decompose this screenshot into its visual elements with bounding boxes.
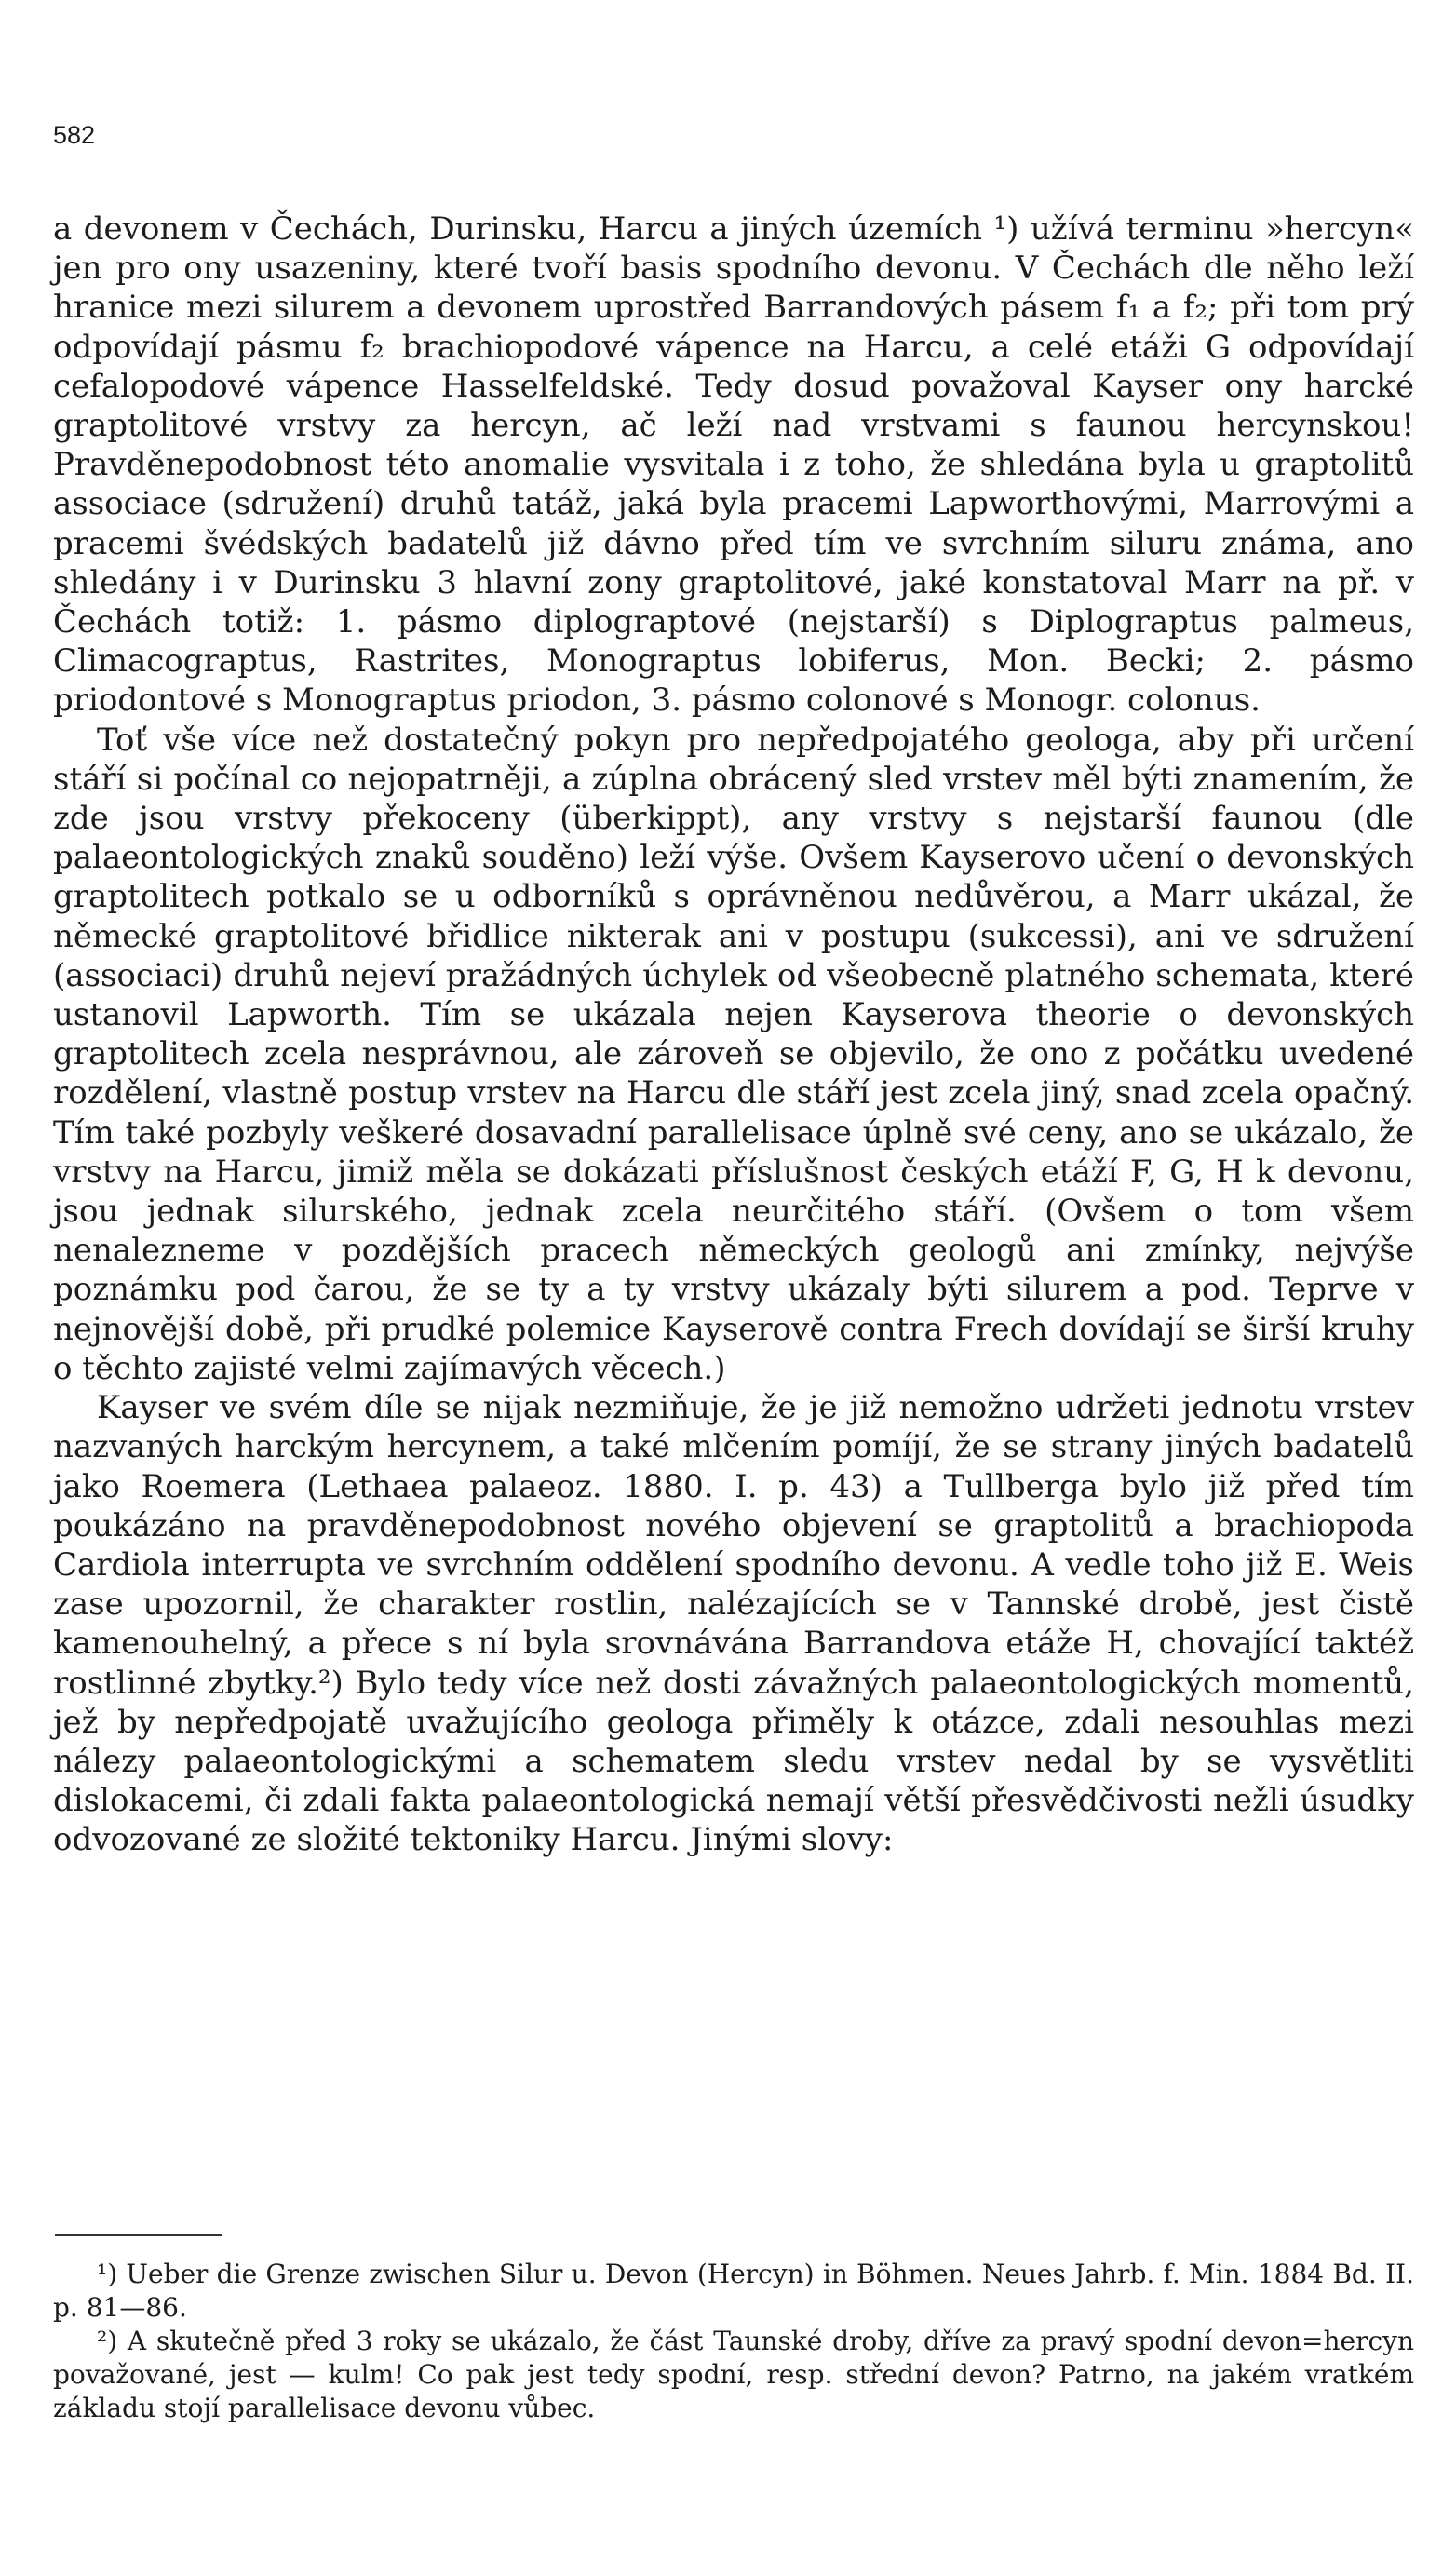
paragraph: a devonem v Čechách, Durinsku, Harcu a jiných územích ¹) užívá terminu »hercyn« jen pro ony usazeniny, které tvoří basis spodního devonu. V Čechách dle něho leží hranice mezi silurem a devonem uprostřed Barrandových pásem f₁ a f₂; při tom prý odpovídají pásmu f₂ brachiopodové vápence na Harcu, a celé etáži G odpovídají cefalopodové vápence Hasselfeldské. Tedy dosud považoval Kayser ony harcké graptolitové vrstvy za hercyn, ač leží nad vrstvami s faunou hercynskou! Pravděnepodobnost této anomalie vysvitala i z toho, že shledána byla u graptolitů associace (sdružení) druhů tatáž, jaká byla pracemi Lapworthovými, Marrovými a pracemi švédských badatelů již dávno před tím ve svrchním siluru známa, ano shledány i v Durinsku 3 hlavní zony graptolitové, jaké konstatoval Marr na př. v Čechách totiž: 1. pásmo diplograptové (nejstarší) s Diplograptus palmeus, Climacograptus, Rastrites, Monograptus lobiferus, Mon. Becki; 2. pásmo priodontové s Monograptus priodon, 3. pásmo colonové s Monogr. colonus. (53, 210, 1414, 720)
paragraph: Toť vše více než dostatečný pokyn pro nepředpojatého geologa, aby při určení stáří si počínal co nejopatrněji, a zúplna obrácený sled vrstev měl býti znamením, že zde jsou vrstvy překoceny (überkippt), any vrstvy s nejstarší faunou (dle palaeontologických znaků souděno) leží výše. Ovšem Kayserovo učení o devonských graptolitech potkalo se u odborníků s oprávněnou nedůvěrou, a Marr ukázal, že německé graptolitové břidlice nikterak ani v postupu (sukcessi), ani ve sdružení (associaci) druhů nejeví pražádných úchylek od všeobecně platného schemata, které ustanovil Lapworth. Tím se ukázala nejen Kayserova theorie o devonských graptolitech zcela nesprávnou, ale zároveň se objevilo, že ono z počátku uvedené rozdělení, vlastně postup vrstev na Harcu dle stáří jest zcela jiný, snad zcela opačný. Tím také pozbyly veškeré dosavadní parallelisace úplně své ceny, ano se ukázalo, že vrstvy na Harcu, jimiž měla se dokázati příslušnost českých etáží F, G, H k devonu, jsou jednak silurského, jednak zcela neurčitého stáří. (Ovšem o tom všem nenalezneme v pozdějších pracech německých geologů ani zmínky, nejvýše poznámku pod čarou, že se ty a ty vrstvy ukázaly býti silurem a pod. Teprve v nejnovější době, při prudké polemice Kayserově contra Frech dovídají se širší kruhy o těchto zajisté velmi zajímavých věcech.) (53, 721, 1414, 1387)
footnote-divider (55, 2234, 222, 2236)
paragraph: Kayser ve svém díle se nijak nezmiňuje, že je již nemožno udržeti jednotu vrstev nazvaných harckým hercynem, a také mlčením pomíjí, že se strany jiných badatelů jako Roemera (Lethaea palaeoz. 1880. I. p. 43) a Tullberga bylo již před tím poukázáno na pravděnepodobnost nového objevení se graptolitů a brachiopoda Cardiola interrupta ve svrchním oddělení spodního devonu. A vedle toho již E. Weis zase upozornil, že charakter rostlin, nalézajících se v Tannské drobě, jest čistě kamenouhelný, a přece s ní byla srovnávána Barrandova etáže H, chovající taktéž rostlinné zbytky.²) Bylo tedy více než dosti závažných palaeontologických momentů, jež by nepředpojatě uvažujícího geologa přiměly k otázce, zdali nesouhlas mezi nálezy palaeontologickými a schematem sledu vrstev nedal by se vysvětliti dislokacemi, či zdali fakta palaeontologická nemají větší přesvědčivosti nežli úsudky odvozované ze složité tektoniky Harcu. Jinými slovy: (53, 1389, 1414, 1859)
footnotes (53, 2258, 1414, 2425)
body-text (53, 209, 1414, 1860)
page-number: 582 (53, 121, 96, 149)
footnote: ¹) Ueber die Grenze zwischen Silur u. Devon (Hercyn) in Böhmen. Neues Jahrb. f. Min. 1884 Bd. II. p. 81—86. (53, 2259, 1414, 2323)
footnote: ²) A skutečně před 3 roky se ukázalo, že část Taunské droby, dříve za pravý spodní devon=hercyn považované, jest — kulm! Co pak jest tedy spodní, resp. střední devon? Patrno, na jakém vratkém základu stojí parallelisace devonu vůbec. (53, 2326, 1414, 2423)
